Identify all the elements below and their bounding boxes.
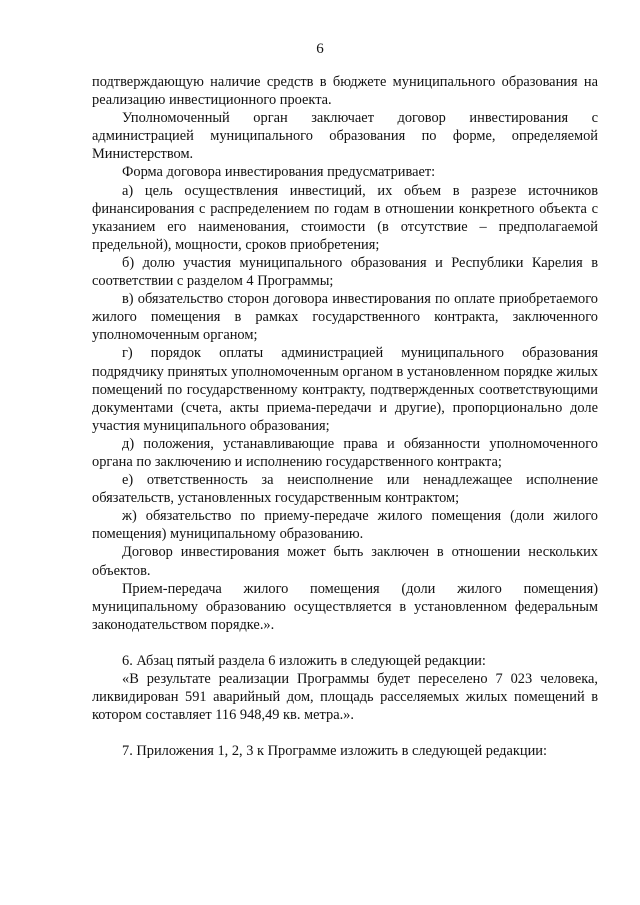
document-body	[92, 73, 598, 760]
list-item-e: е) ответственность за неисполнение или ненадлежащее исполнение обязательств, установленных государственным контрактом;	[92, 472, 598, 507]
list-item-a: а) цель осуществления инвестиций, их объем в разрезе источников финансирования с распределением по годам в отношении конкретного объекта с указанием его наименования, стоимости (в отсутствие – предполагаемой предельной), мощности, сроков приобретения;	[92, 182, 598, 253]
page-number: 6	[316, 41, 324, 57]
list-item-d: д) положения, устанавливающие права и обязанности уполномоченного органа по заключению и исполнению государственного контракта;	[92, 435, 598, 470]
list-item-g: г) порядок оплаты администрацией муниципального образования подрядчику принятых уполномоченным органом в установленном порядке жилых помещений по государственному контракту, подтвержденных соответствующими документами (счета, акты приема-передачи и другие), пропорционально доле участия муниципального образования;	[92, 345, 598, 434]
paragraph-transfer: Прием-передача жилого помещения (доли жилого помещения) муниципальному образованию осуществляется в установленном федеральным законодательством порядке.».	[92, 580, 598, 633]
paragraph-multiple-objects: Договор инвестирования может быть заключен в отношении нескольких объектов.	[92, 544, 598, 579]
paragraph-continuation: подтверждающую наличие средств в бюджете муниципального образования на реализацию инвестиционного проекта.	[92, 74, 598, 109]
amendment-item-6-text: «В результате реализации Программы будет переселено 7 023 человека, ликвидирован 591 аварийный дом, площадь расселяемых жилых помещений в котором составляет 116 948,49 кв. метра.».	[92, 671, 598, 724]
paragraph-contract-form: Форма договора инвестирования предусматривает:	[122, 164, 436, 181]
amendment-item-6: 6. Абзац пятый раздела 6 изложить в следующей редакции:	[122, 652, 486, 669]
list-item-v: в) обязательство сторон договора инвестирования по оплате приобретаемого жилого помещения в рамках государственного контракта, заключенного уполномоченным органом;	[92, 291, 598, 344]
list-item-b: б) долю участия муниципального образования и Республики Карелия в соответствии с разделом 4 Программы;	[92, 254, 598, 290]
paragraph-authorized-body: Уполномоченный орган заключает договор инвестирования с администрацией муниципального образования по форме, определяемой Министерством.	[92, 110, 598, 163]
amendment-item-7: 7. Приложения 1, 2, 3 к Программе изложить в следующей редакции:	[122, 743, 547, 760]
list-item-zh: ж) обязательство по приему-передаче жилого помещения (доли жилого помещения) муниципальному образованию.	[92, 508, 598, 543]
